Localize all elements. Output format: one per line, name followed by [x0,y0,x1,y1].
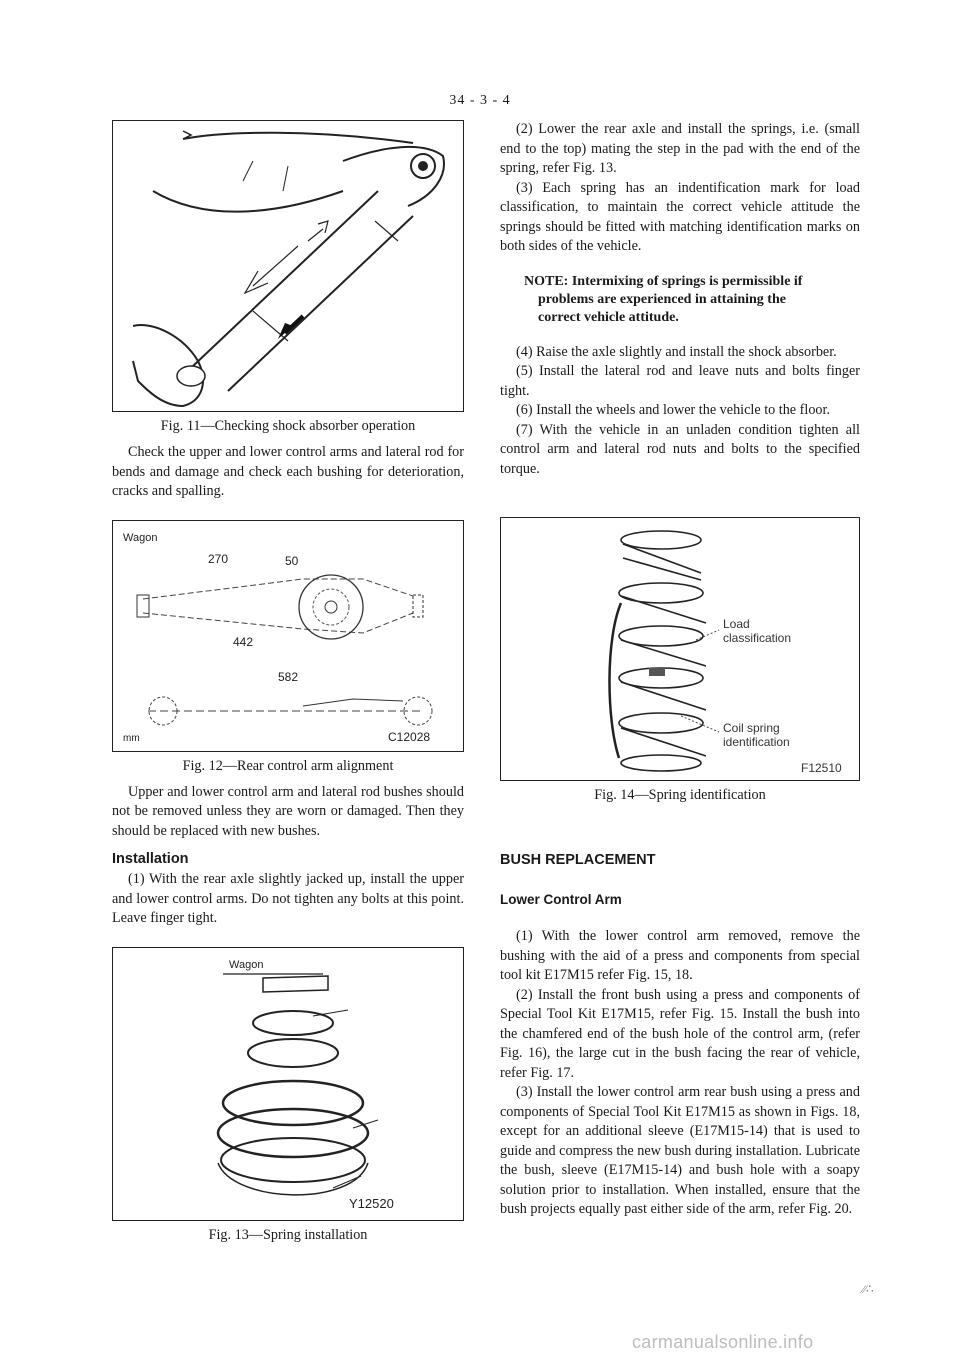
fig12-unit: mm [123,732,140,744]
installation-step-1: (1) With the rear axle slightly jacked up, install the upper and lower control arms. Do not tighten any bolts at this point. Leave finger tight. [112,871,464,926]
page-number: 34 - 3 - 4 [449,93,511,108]
bush-step-1: (1) With the lower control arm removed, remove the bushing with the aid of a press and components from special tool kit E17M15 refer Fig. 15, 18. [500,928,860,983]
spring-installation-illustration [113,948,462,1220]
label-identification: identification [723,735,790,749]
fig14-caption: Fig. 14—Spring identification [594,787,766,803]
fig11-caption: Fig. 11—Checking shock absorber operation [160,418,416,434]
control-arm-alignment-diagram [113,521,462,751]
note-line-1: NOTE: Intermixing of springs is permissible if [524,273,803,289]
label-coil-spring: Coil spring [723,721,780,735]
label-load: Load [723,617,750,631]
paragraph-bushes: Upper and lower control arm and lateral rod bushes should not be removed unless they are worn or damaged. Then they should be replaced with new bushes. [112,783,464,839]
figure-14 [500,517,860,781]
note-line-3: correct vehicle attitude. [538,309,679,325]
paragraph-check-arms: Check the upper and lower control arms and lateral rod for bends and damage and check each bushing for deterioration, cracks and spalling. [112,444,464,499]
fig13-caption: Fig. 13—Spring installation [208,1226,368,1243]
lower-control-arm-heading: Lower Control Arm [500,892,622,907]
figure-13 [112,947,464,1221]
footer-watermark: carmanualsonline.info [632,1332,814,1352]
fig12-caption: Fig. 12—Rear control arm alignment [182,757,394,774]
fig14-ref: F12510 [801,761,842,775]
left-column [112,120,464,1252]
step-6: (6) Install the wheels and lower the vehicle to the floor. [516,402,830,418]
note-line-2: problems are experienced in attaining the [538,291,786,307]
margin-scribble: ⁄⁄∴ [862,1282,874,1296]
step-4: (4) Raise the axle slightly and install the shock absorber. [516,343,837,360]
installation-heading: Installation [112,851,189,867]
bush-step-3: (3) Install the lower control arm rear bush using a press and components of Special Tool Kit E17M15 as shown in Figs. 18, except for an additional sleeve (E17M15-14) that is used to guide and compress the new bush during installation. Lubricate the bush, sleeve (E17M15-14) and bush hole with a soapy solution prior to installation. When installed, ensure that the bush projects equally past either side of the arm, refer Fig. 20. [500,1084,860,1217]
label-classification: classification [723,631,792,645]
step-3: (3) Each spring has an indentification mark for load classification, to maintain the correct vehicle attitude the springs should be fitted with matching identification marks on both sides of the vehicle. [500,179,860,254]
figure-11 [112,120,464,412]
fig13-ref: Y12520 [349,1195,394,1211]
dim-582: 582 [278,669,299,684]
fig13-title: Wagon [229,958,264,971]
step-2: (2) Lower the rear axle and install the springs, i.e. (small end to the top) mating the step in the pad with the end of the spring, refer Fig. 13. [500,121,860,176]
spring-identification-illustration [501,518,857,780]
step-5: (5) Install the lateral rod and leave nuts and bolts finger tight. [500,363,860,399]
dim-50: 50 [285,553,299,568]
bush-replacement-heading: BUSH REPLACEMENT [500,852,656,868]
fig12-title: Wagon [123,531,158,544]
dim-270: 270 [208,551,229,566]
shock-absorber-illustration [113,121,462,411]
dim-442: 442 [233,634,254,649]
note-intermixing [524,273,860,327]
right-column [500,120,860,1220]
figure-12 [112,520,464,752]
step-7: (7) With the vehicle in an unladen condition tighten all control arm and lateral rod nuts and bolts to the specified torque. [500,421,860,477]
fig12-ref: C12028 [388,729,431,744]
bush-step-2: (2) Install the front bush using a press and components of Special Tool Kit E17M15, refer Fig. 15. Install the bush into the chamfered end of the bush hole of the control arm, (refer Fig. 16), the large cut in the bush facing the rear of vehicle, refer Fig. 17. [500,986,860,1081]
